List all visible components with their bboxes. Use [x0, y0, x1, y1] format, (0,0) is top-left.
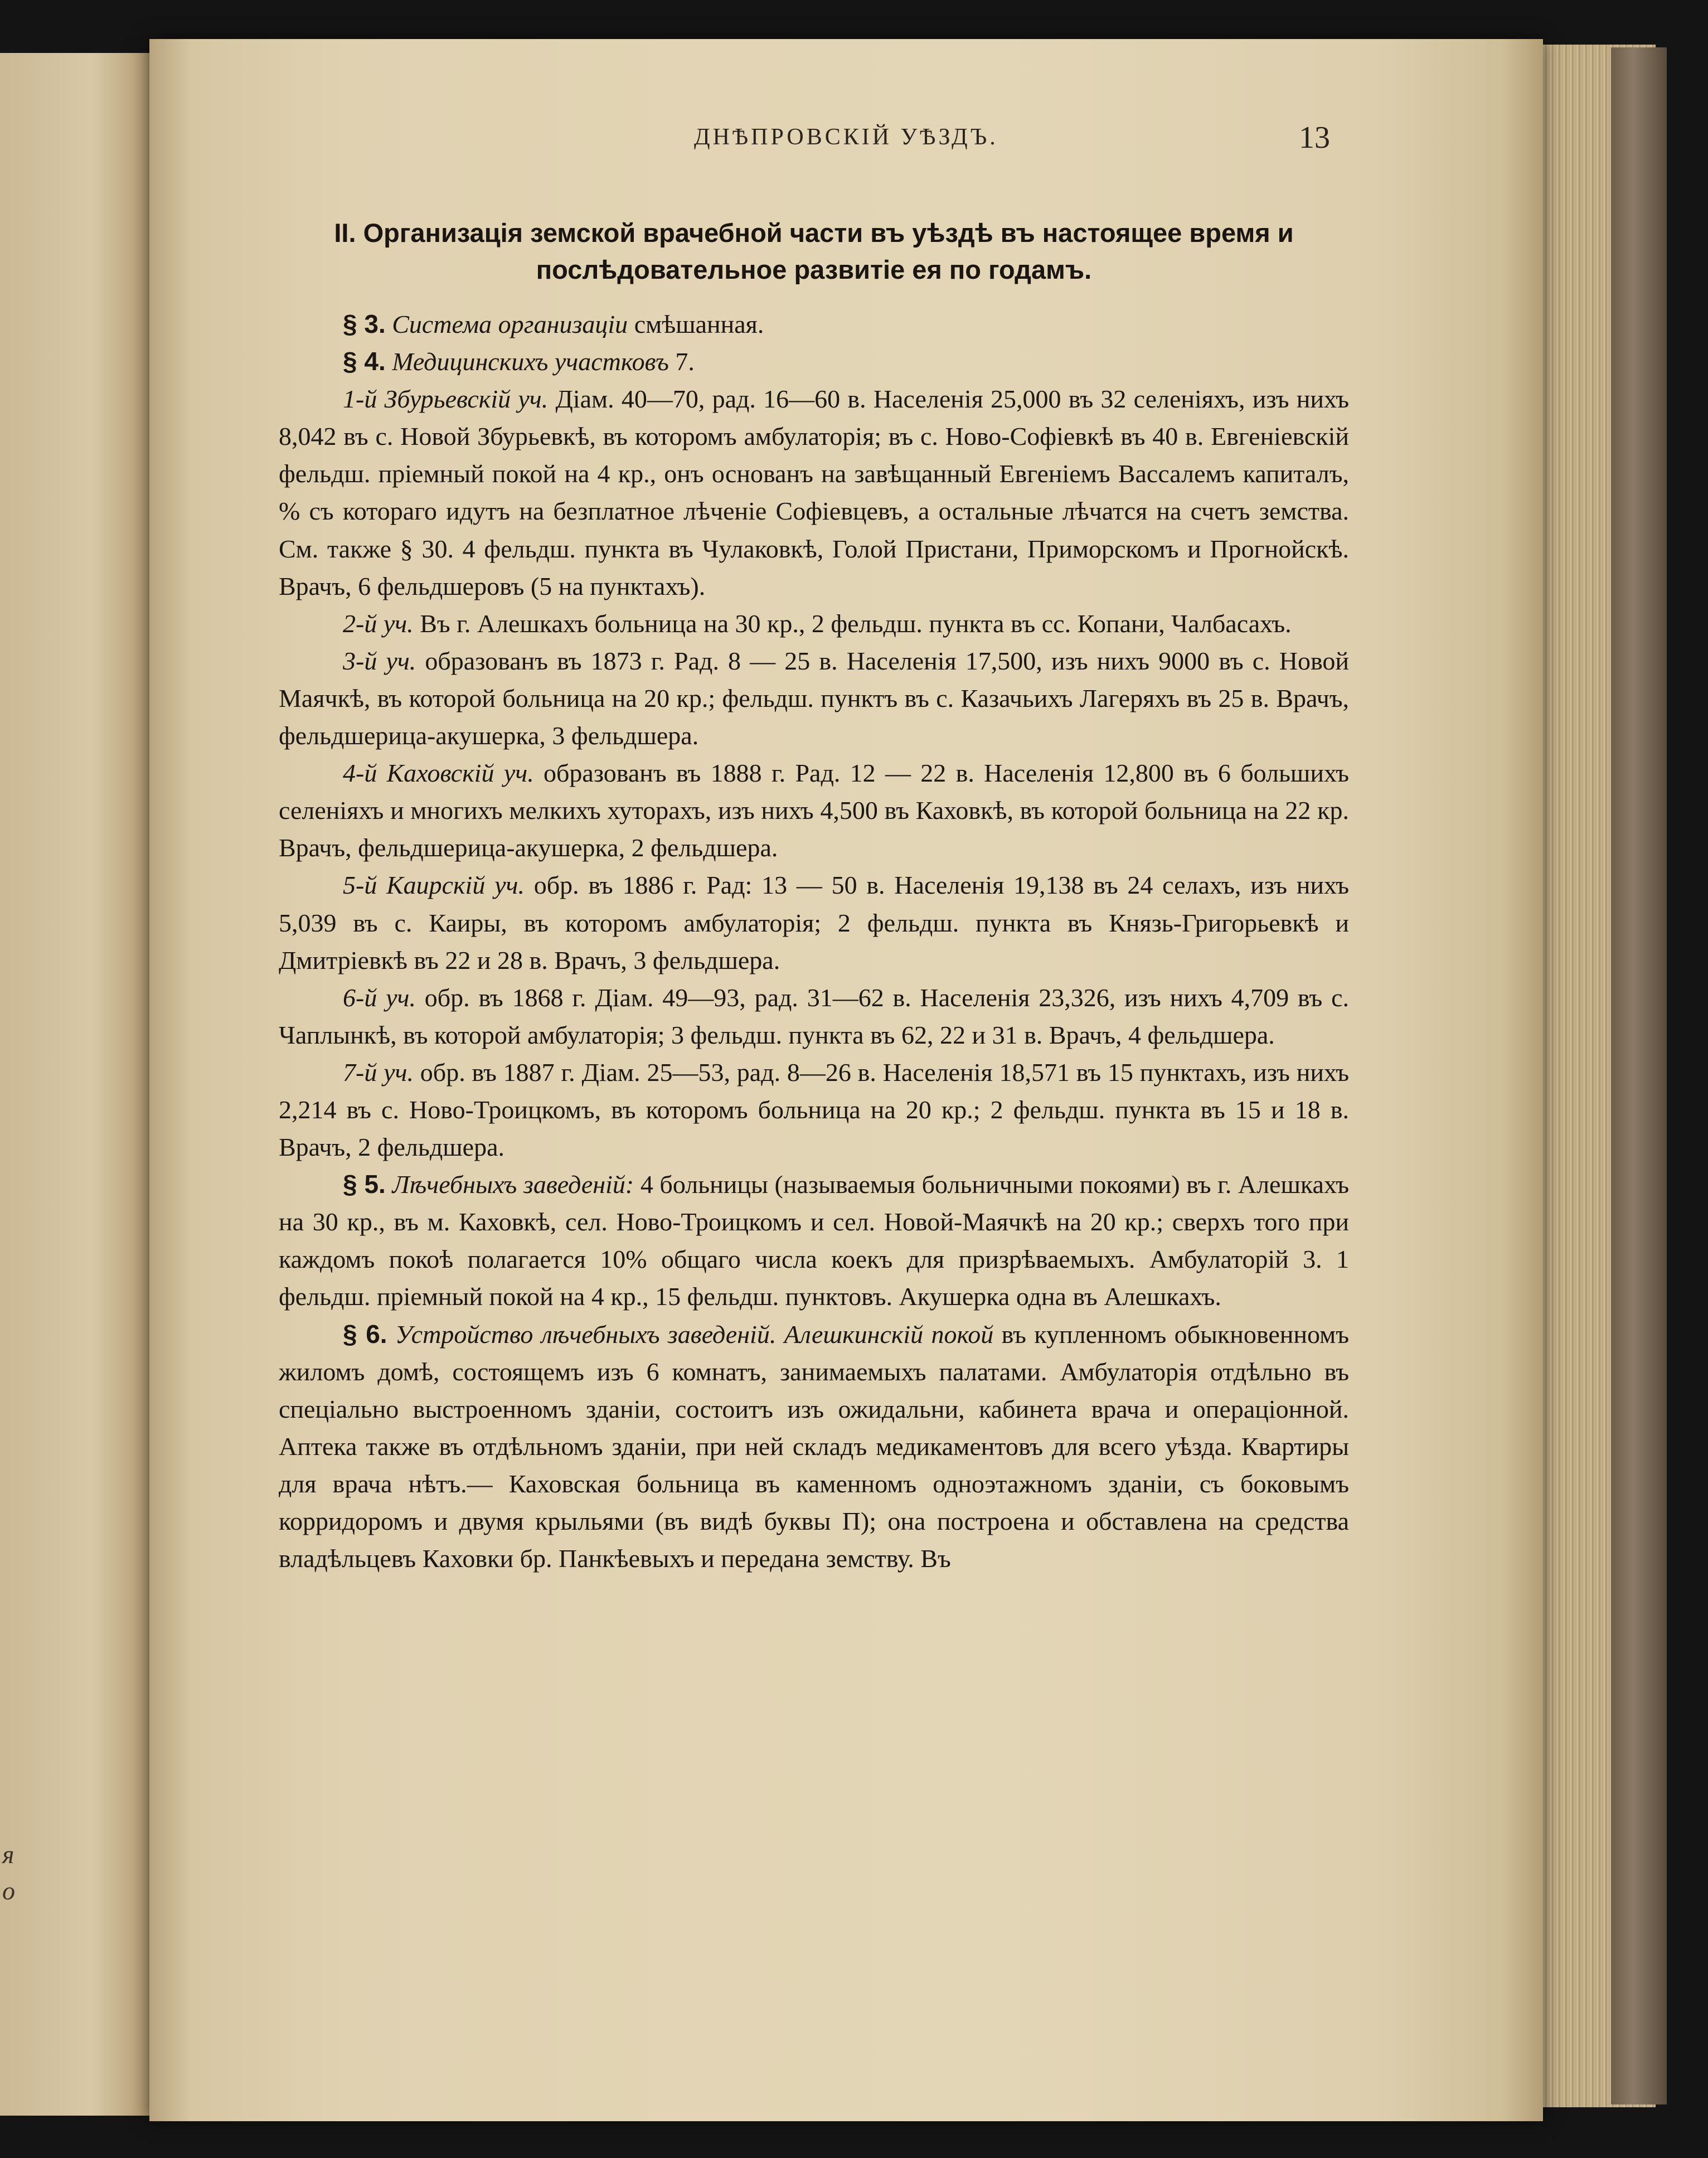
paragraph-text: обр. въ 1886 г. Рад: 13 — 50 в. Населенія 19,138 въ 24 селахъ, изъ нихъ 5,039 въ с. Каиры, въ которомъ амбулаторія; 2 фельдш. пункта въ Князь-Григорьевкѣ и Дмитріевкѣ въ 22 и 28 в. Врачъ, 3 фельдшера. — [279, 871, 1349, 974]
paragraph — [279, 380, 1349, 605]
paragraph — [279, 979, 1349, 1054]
body-text — [279, 305, 1349, 1577]
paragraph-text: обр. въ 1887 г. Діам. 25—53, рад. 8—26 в. Населенія 18,571 въ 15 пунктахъ, изъ нихъ 2,214 въ с. Ново-Троицкомъ, въ которомъ больница на 20 кр.; 2 фельдш. пункта въ 15 и 18 в. Врачъ, 2 фельдшера. — [279, 1058, 1349, 1162]
paragraph-text: въ купленномъ обыкновенномъ жиломъ домѣ, состоящемъ изъ 6 комнатъ, занимаемыхъ палатами. Амбулаторія отдѣльно въ спеціально выстроенномъ зданіи, состоитъ изъ ожидальни, кабинета врача и операціонной. Аптека также въ отдѣльномъ зданіи, при ней складъ медикаментовъ для всего уѣзда. Квартиры для врача нѣтъ.— Каховская больница въ каменномъ одноэтажномъ зданіи, съ боковымъ корридоромъ и двумя крыльями (въ видѣ буквы П); она построена и обставлена на средства владѣльцевъ Каховки бр. Панкѣевыхъ и передана земству. Въ — [279, 1320, 1349, 1573]
paragraph-lead: Медицинскихъ участковъ — [392, 347, 669, 376]
paragraph-lead: 6-й уч. — [343, 983, 416, 1012]
paragraph-text: смѣшанная. — [628, 310, 764, 338]
section-mark: § 5. — [343, 1170, 386, 1199]
left-page-fragment: я — [2, 1840, 14, 1869]
paragraph — [279, 605, 1349, 642]
left-page-fragment: о — [2, 1876, 15, 1905]
paragraph-text: 4 больницы (называемыя больничными покоями) въ г. Алешкахъ на 30 кр., въ м. Каховкѣ, сел. Ново-Троицкомъ и сел. Новой-Маячкѣ на 20 кр.; сверхъ того при каждомъ покоѣ полагается 10% общаго числа коекъ для призрѣваемыхъ. Амбулаторій 3. 1 фельдш. пріемный покой на 4 кр., 15 фельдш. пунктовъ. Акушерка одна въ Алешкахъ. — [279, 1170, 1349, 1311]
paragraph-text: образованъ въ 1873 г. Рад. 8 — 25 в. Населенія 17,500, изъ нихъ 9000 въ с. Новой Маячкѣ, въ которой больница на 20 кр.; фельдш. пунктъ въ с. Казачьихъ Лагеряхъ въ 25 в. Врачъ, фельдшерица-акушерка, 3 фельдшера. — [279, 646, 1349, 750]
paragraph — [279, 642, 1349, 754]
paragraph-text: Въ г. Алешкахъ больница на 30 кр., 2 фельдш. пункта въ сс. Копани, Чалбасахъ. — [413, 609, 1292, 638]
paragraph-lead: 5-й Каирскій уч. — [343, 871, 525, 900]
book-cover-edge — [1611, 47, 1667, 2104]
paragraph-text: образованъ въ 1888 г. Рад. 12 — 22 в. Населенія 12,800 въ 6 большихъ селеніяхъ и многихъ мелкихъ хуторахъ, изъ нихъ 4,500 въ Каховкѣ, въ которой больница на 22 кр. Врачъ, фельдшерица-акушерка, 2 фельдшера. — [279, 759, 1349, 862]
paragraph-lead: Устройство лѣчебныхъ заведеній. Алешкинскій покой — [395, 1320, 994, 1349]
left-facing-page — [0, 53, 167, 2116]
paragraph-text: 7. — [668, 347, 695, 376]
page-number: 13 — [1299, 120, 1330, 155]
running-title: ДНѢПРОВСКІЙ УѢЗДЪ. — [694, 124, 998, 150]
paragraph-lead: 1-й Збурьевскій уч. — [343, 385, 549, 414]
paragraph — [279, 1166, 1349, 1315]
paragraph — [279, 1316, 1349, 1578]
paragraph-lead: 2-й уч. — [343, 609, 414, 638]
section-mark: § 3. — [343, 309, 386, 338]
section-title: II. Организація земской врачебной части въ уѣздѣ въ настоящее время и послѣдовательное развитіе ея по годамъ. — [334, 218, 1294, 284]
section-mark: § 4. — [343, 347, 386, 376]
section-mark: § 6. — [343, 1319, 387, 1349]
paragraph-lead: 3-й уч. — [343, 646, 416, 675]
paragraph — [279, 343, 1349, 380]
paragraph — [279, 866, 1349, 978]
paragraph-text: Діам. 40—70, рад. 16—60 в. Населенія 25,000 въ 32 селеніяхъ, изъ нихъ 8,042 въ с. Новой Збурьевкѣ, въ которомъ амбулаторія; въ с. Ново-Софіевкѣ въ 40 в. Евгеніевскій фельдш. пріемный покой на 4 кр., онъ основанъ на завѣщанный Евгеніемъ Вассалемъ капиталъ, % съ котораго идутъ на безплатное лѣченіе Софіевцевъ, а остальные лѣчатся на счетъ земства. См. также § 30. 4 фельдш. пункта въ Чулаковкѣ, Голой Пристани, Приморскомъ и Прогнойскѣ. Врачъ, 6 фельдшеровъ (5 на пунктахъ). — [279, 385, 1349, 600]
paragraph-lead: 7-й уч. — [343, 1058, 414, 1087]
paragraph — [279, 754, 1349, 866]
paragraph-lead: Лѣчебныхъ заведеній: — [392, 1170, 634, 1199]
paragraph — [279, 305, 1349, 343]
paragraph-lead: 4-й Каховскій уч. — [343, 759, 534, 788]
paragraph-text: обр. въ 1868 г. Діам. 49—93, рад. 31—62 в. Населенія 23,326, изъ нихъ 4,709 въ с. Чаплынкѣ, въ которой амбулаторія; 3 фельдш. пункта въ 62, 22 и 31 в. Врачъ, 4 фельдшера. — [279, 983, 1349, 1049]
paragraph-lead: Система организаціи — [392, 310, 628, 338]
paragraph — [279, 1054, 1349, 1166]
